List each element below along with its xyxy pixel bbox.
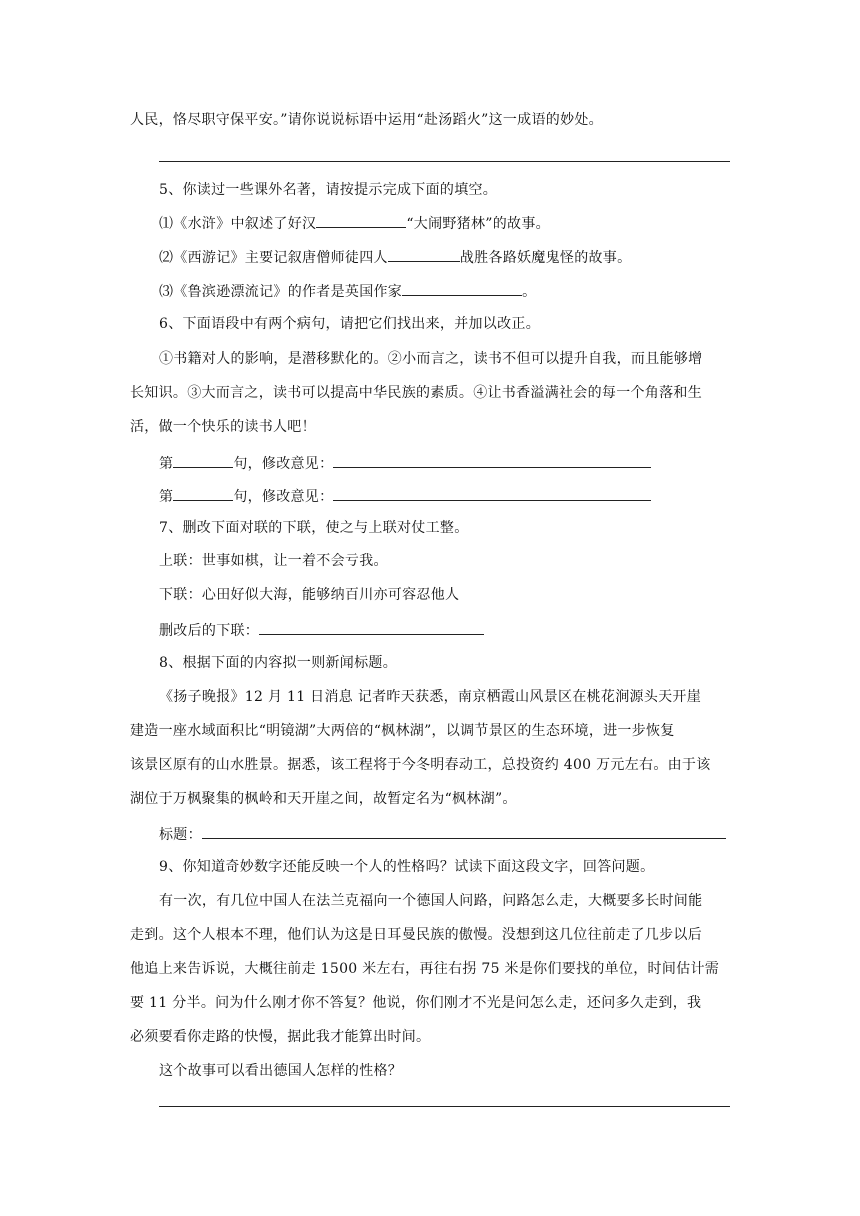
q7-revised-label: 删改后的下联： [159,623,260,639]
q7-upper-couplet: 上联：世事如棋，让一着不会亏我。 [159,553,388,569]
q9-passage-line-2: 走到。这个人根本不理，他们认为这是日耳曼民族的傲慢。没想到这几位往前走了几步以后 [130,927,702,943]
q8-prompt: 8、根据下面的内容拟一则新闻标题。 [159,655,398,671]
q8-passage-line-1: 《扬子晚报》12 月 11 日消息 记者昨天获悉，南京栖霞山风景区在桃花涧源头天开崖 [159,689,702,705]
q7-prompt: 7、删改下面对联的下联，使之与上联对仗工整。 [159,520,469,536]
q5-prompt: 5、你读过一些课外名著，请按提示完成下面的填空。 [159,182,498,198]
q5-item-2 [159,246,730,268]
q6-sentence-number-1[interactable] [173,452,233,468]
q9-passage-line-3: 他追上来告诉说，大概往前走 1500 米左右，再往右拐 75 米是你们要找的单位，时间估计需 [130,961,720,977]
q5-item-1-before: ⑴《水浒》中叙述了好汉 [159,216,317,232]
q6-revision-2[interactable] [333,485,651,501]
q6-prompt: 6、下面语段中有两个病句，请把它们找出来，并加以改正。 [159,316,541,332]
q8-title-blank[interactable] [202,823,726,839]
q6-answer-1 [159,452,730,474]
q6-passage-line-2: 长知识。③大而言之，读书可以提高中华民族的素质。④让书香溢满社会的每一个角落和生 [130,385,702,401]
q6-sentence-number-2[interactable] [173,485,233,501]
q9-passage-line-1: 有一次，有几位中国人在法兰克福向一个德国人问路，问路怎么走，大概要多长时间能 [159,893,703,909]
q6-answer-2 [159,485,730,507]
q8-passage-line-3: 该景区原有的山水胜景。据悉，该工程将于今冬明春动工，总投资约 400 万元左右。由于该 [130,757,711,773]
q8-title-label: 标题： [159,827,202,843]
q8-passage-line-4: 湖位于万枫聚集的枫岭和天开崖之间，故暂定名为“枫林湖”。 [130,791,517,807]
q7-revised-blank[interactable] [259,619,484,635]
q5-blank-1[interactable] [316,212,406,228]
q9-answer-line[interactable] [159,1106,730,1107]
q5-item-2-after: 战胜各路妖魔鬼怪的故事。 [459,250,632,266]
q5-blank-3[interactable] [402,280,522,296]
q9-passage-line-5: 必须要看你走路的快慢，据此我才能算出时间。 [130,1029,431,1045]
q6-answer-2-middle: 句，修改意见： [233,489,334,505]
q9-prompt: 9、你知道奇妙数字还能反映一个人的性格吗？试读下面这段文字，回答问题。 [159,859,655,875]
q7-lower-couplet: 下联：心田好似大海，能够纳百川亦可容忍他人 [159,587,460,603]
q4-tail-text: 人民，恪尽职守保平安。”请你说说标语中运用“赴汤蹈火”这一成语的妙处。 [130,112,603,128]
q6-passage-line-3: 活，做一个快乐的读书人吧！ [130,419,316,435]
q5-item-1 [159,212,730,234]
q6-answer-1-middle: 句，修改意见： [233,456,334,472]
q4-answer-line[interactable] [159,161,730,162]
q9-passage-line-4: 要 11 分半。问为什么刚才你不答复？他说，你们刚才不光是问怎么走，还问多久走到，我 [130,995,702,1011]
q5-item-2-before: ⑵《西游记》主要记叙唐僧师徒四人 [159,250,388,266]
q6-answer-1-prefix: 第 [159,456,174,472]
q5-item-1-after: “大闹野猪林”的故事。 [406,216,550,232]
q5-item-3 [159,280,730,302]
q5-item-3-after: 。 [522,284,537,300]
q5-item-3-before: ⑶《鲁滨逊漂流记》的作者是英国作家 [159,284,403,300]
q5-blank-2[interactable] [388,246,460,262]
q6-passage-line-1: ①书籍对人的影响，是潜移默化的。②小而言之，读书不但可以提升自我，而且能够增 [159,351,703,367]
q8-passage-line-2: 建造一座水域面积比“明镜湖”大两倍的“枫林湖”，以调节景区的生态环境，进一步恢复 [130,723,675,739]
q6-revision-1[interactable] [333,452,651,468]
q6-answer-2-prefix: 第 [159,489,174,505]
q9-question: 这个故事可以看出德国人怎样的性格？ [159,1063,403,1079]
q8-title [159,823,730,845]
q7-revised [159,619,730,641]
